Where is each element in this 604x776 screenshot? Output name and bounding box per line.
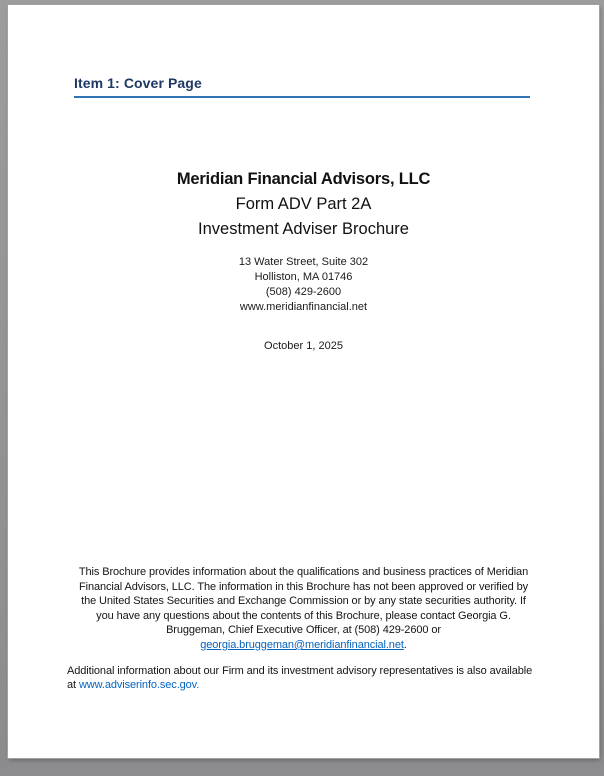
form-name: Form ADV Part 2A [235,195,372,213]
additional-info-line2 [67,678,579,693]
additional-info-paragraph [67,664,579,693]
adviserinfo-link[interactable]: www.adviserinfo.sec.gov. [78,679,200,692]
document-page [8,5,599,758]
company-name: Meridian Financial Advisors, LLC [176,170,431,188]
title-block [8,167,599,242]
phone-number: (508) 429-2600 [265,286,342,298]
address-block [8,255,599,315]
disclosure-line: you have any questions about the contents of this Brochure, please contact Georgia G. [96,609,511,622]
brochure-date: October 1, 2025 [264,340,343,352]
disclosure-line: Financial Advisors, LLC. The information in this Brochure has not been approved or verified by [79,580,528,593]
address-street: 13 Water Street, Suite 302 [238,256,369,268]
disclosure-line: This Brochure provides information about the qualifications and business practices of Meridian [78,566,529,578]
disclosure-paragraph [8,565,599,653]
section-heading: Item 1: Cover Page [74,74,530,98]
additional-info-line1: Additional information about our Firm and its investment advisory representatives is also available [67,664,533,677]
email-link[interactable]: georgia.bruggeman@meridianfinancial.net [200,638,404,651]
company-website: www.meridianfinancial.net [239,301,368,313]
additional-info-line2-prefix: at [67,679,79,692]
disclosure-line: Bruggeman, Chief Executive Officer, at (508) 429-2600 or [166,624,441,637]
address-city-state-zip: Holliston, MA 01746 [254,271,353,283]
brochure-subtitle: Investment Adviser Brochure [198,220,409,238]
email-suffix-period: . [403,638,407,651]
disclosure-line: the United States Securities and Exchange Commission or by any state securities authority. If [81,595,526,608]
disclosure-email-line [8,638,599,653]
